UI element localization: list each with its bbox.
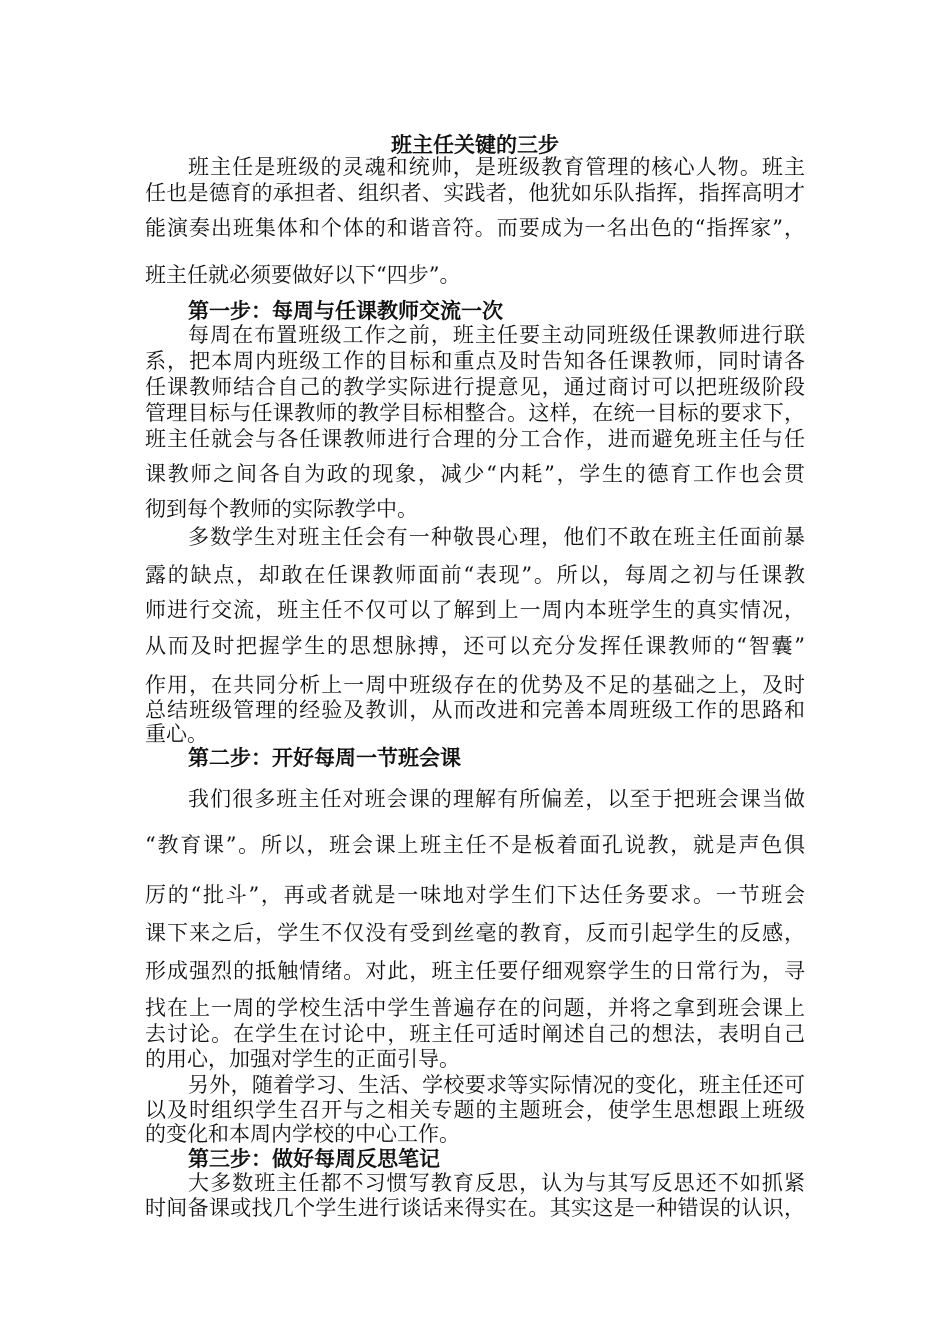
paragraph-line: 总结班级管理的经验及教训，从而改进和完善本周班级工作的思路和 <box>145 698 805 722</box>
paragraph-line: 课教师之间各自为政的现象，减少“内耗”，学生的德育工作也会贯 <box>145 462 805 486</box>
paragraph-line: 我们很多班主任对班会课的理解有所偏差，以至于把班会课当做 <box>188 787 805 811</box>
paragraph-line: 系，把本周内班级工作的目标和重点及时告知各任课教师，同时请各 <box>145 349 805 373</box>
paragraph-line: 每周在布置班级工作之前，班主任要主动同班级任课教师进行联 <box>188 323 805 347</box>
paragraph-line: 班主任就必须要做好以下“四步”。 <box>145 263 461 287</box>
paragraph-line: 另外，随着学习、生活、学校要求等实际情况的变化，班主任还可 <box>188 1073 805 1097</box>
paragraph-line: 彻到每个教师的实际教学中。 <box>145 497 418 521</box>
paragraph-line: 能演奏出班集体和个体的和谐音符。而要成为一名出色的“指挥家”， <box>145 216 805 240</box>
paragraph-line: 露的缺点，却敢在任课教师面前“表现”。所以，每周之初与任课教 <box>145 563 805 587</box>
paragraph-line: 找在上一周的学校生活中学生普遍存在的问题，并将之拿到班会课上 <box>145 996 805 1020</box>
paragraph-line: “教育课”。所以，班会课上班主任不是板着面孔说教，就是声色俱 <box>145 833 805 857</box>
paragraph-line: 师进行交流，班主任不仅可以了解到上一周内本班学生的真实情况， <box>145 598 805 622</box>
paragraph-line: 班主任是班级的灵魂和统帅，是班级教育管理的核心人物。班主 <box>188 155 805 179</box>
paragraph-line: 任课教师结合自己的教学实际进行提意见，通过商讨可以把班级阶段 <box>145 375 805 399</box>
paragraph-line: 管理目标与任课教师的教学目标相整合。这样，在统一目标的要求下， <box>145 401 805 425</box>
section-heading-2: 第二步：开好每周一节班会课 <box>188 745 461 770</box>
paragraph-line: 厉的“批斗”，再或者就是一味地对学生们下达任务要求。一节班会 <box>145 883 805 907</box>
paragraph-line: 形成强烈的抵触情绪。对此，班主任要仔细观察学生的日常行为，寻 <box>145 959 805 983</box>
paragraph-line: 作用，在共同分析上一周中班级存在的优势及不足的基础之上，及时 <box>145 673 805 697</box>
paragraph-line: 任也是德育的承担者、组织者、实践者，他犹如乐队指挥，指挥高明才 <box>145 181 805 205</box>
paragraph-line: 去讨论。在学生在讨论中，班主任可适时阐述自己的想法，表明自己 <box>145 1022 805 1046</box>
paragraph-line: 时间备课或找几个学生进行谈话来得实在。其实这是一种错误的认识， <box>145 1196 805 1220</box>
section-heading-1: 第一步：每周与任课教师交流一次 <box>188 298 503 323</box>
paragraph-line: 的变化和本周内学校的中心工作。 <box>145 1122 460 1146</box>
paragraph-line: 从而及时把握学生的思想脉搏，还可以充分发挥任课教师的“智囊” <box>145 634 805 658</box>
paragraph-line: 的用心，加强对学生的正面引导。 <box>145 1047 460 1071</box>
paragraph-line: 班主任就会与各任课教师进行合理的分工合作，进而避免班主任与任 <box>145 427 805 451</box>
document-title: 班主任关键的三步 <box>391 132 559 157</box>
section-heading-3: 第三步：做好每周反思笔记 <box>188 1146 440 1171</box>
paragraph-line: 以及时组织学生召开与之相关专题的主题班会，使学生思想跟上班级 <box>145 1098 805 1122</box>
paragraph-line: 大多数班主任都不习惯写教育反思，认为与其写反思还不如抓紧 <box>188 1171 805 1195</box>
paragraph-line: 多数学生对班主任会有一种敬畏心理，他们不敢在班主任面前暴 <box>188 525 805 549</box>
paragraph-line: 课下来之后，学生不仅没有受到丝毫的教育，反而引起学生的反感， <box>145 921 805 945</box>
paragraph-line: 重心。 <box>145 722 208 746</box>
